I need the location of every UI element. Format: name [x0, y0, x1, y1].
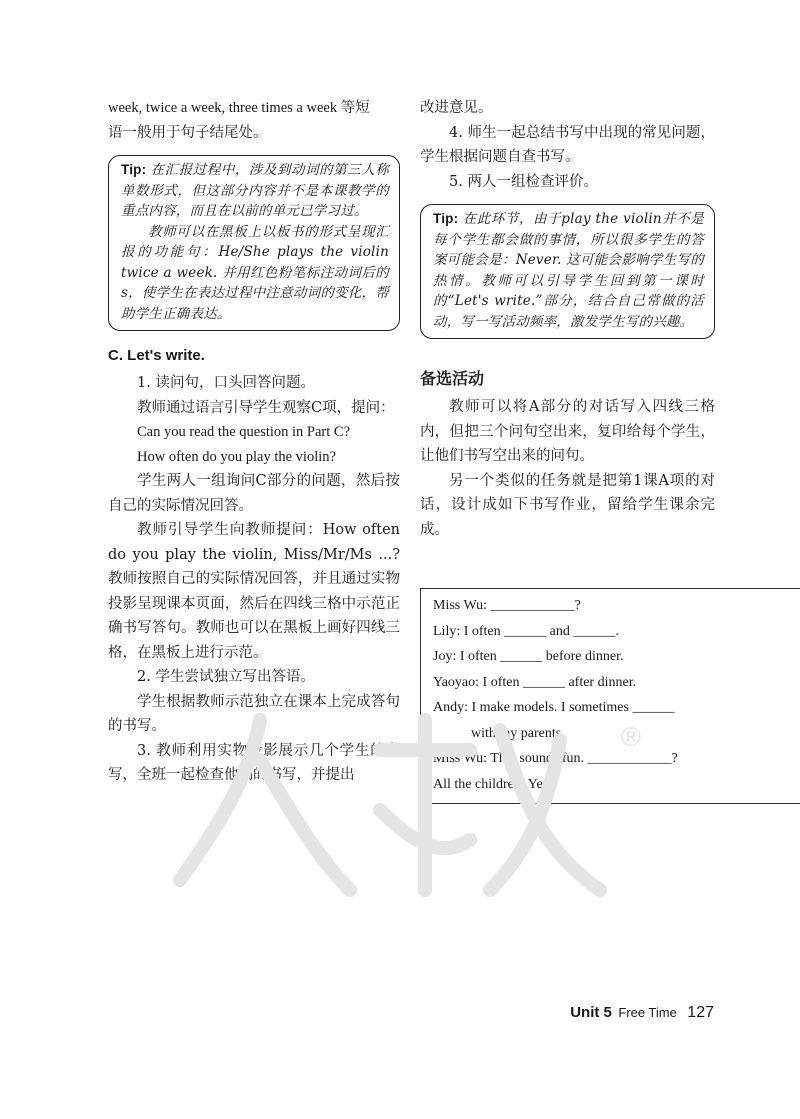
- dialog-line: All the children: Yes!: [433, 776, 553, 792]
- step-2: 2. 学生尝试独立写出答语。: [137, 669, 315, 685]
- watermark-registered-mark: ®: [618, 723, 644, 753]
- right-column: [420, 96, 715, 542]
- tip1-paragraph-1: [121, 160, 389, 222]
- page-number: 127: [687, 1004, 714, 1021]
- dialog-line: Joy: I often ______ before dinner.: [433, 649, 624, 664]
- page-footer: [570, 1004, 714, 1022]
- tip2-paragraph: [433, 209, 704, 332]
- footer-unit-title: Free Time: [618, 1005, 677, 1020]
- tip-box-2: [420, 204, 715, 339]
- dialog-line: Andy: I make models. I sometimes ______: [433, 700, 675, 715]
- tip2-label: Tip:: [433, 211, 459, 226]
- optional-activity-heading: 备选活动: [420, 369, 485, 388]
- section-c-heading: C. Let's write.: [108, 347, 205, 364]
- tip1-paragraph-2: 教师可以在黑板上以板书的形式呈现汇报的功能句：He/She plays the violin twice a week. 并用红色粉笔标注动词后的s，使学生在表达过程中注意动词的变化，帮助学生正确表达。: [121, 223, 389, 322]
- left-column: [108, 96, 400, 788]
- tip1-label: Tip:: [121, 162, 147, 177]
- tip2-text: 在此环节，由于play the violin并不是每个学生都会做的事情，所以很多学生的答案可能会是：Never. 这可能会影响学生写的热情。教师可以引导学生回到第一课时的“Let's write.”部分，结合自己常做的活动，写一写活动频率，激发学生写的兴趣。: [433, 211, 704, 330]
- intro-line-1: week, twice a week, three times a week 等短: [108, 100, 370, 116]
- optional-paragraph-2: 另一个类似的任务就是把第1课A项的对话，设计成如下书写作业，留给学生课余完成。: [420, 472, 715, 538]
- dialog-line: Lily: I often ______ and ______.: [433, 623, 619, 639]
- tip-box-1: [108, 155, 400, 331]
- step-2-text: 学生根据教师示范独立在课本上完成答句的书写。: [108, 693, 400, 734]
- footer-unit: Unit 5: [570, 1004, 612, 1021]
- question-1: Can you read the question in Part C?: [137, 424, 351, 440]
- step-1: 1. 读问句，口头回答问题。: [137, 375, 315, 391]
- dialog-line: Miss Wu: That sounds fun. ____________?: [433, 751, 678, 766]
- step-5: 5. 两人一组检查评价。: [449, 173, 598, 190]
- dialog-line: Miss Wu: ____________?: [433, 598, 581, 613]
- step-1-text: 教师通过语言引导学生观察C项，提问：: [137, 399, 395, 416]
- dialog-worksheet-box: [420, 588, 800, 804]
- pair-work-text: 学生两人一组询问C部分的问题，然后按自己的实际情况回答。: [108, 473, 400, 514]
- question-2: How often do you play the violin?: [137, 448, 336, 465]
- step-3: 3. 教师利用实物投影展示几个学生的书写，全班一起检查他们的书写，并提出: [108, 742, 400, 783]
- dialog-line: with my parents.: [471, 725, 565, 741]
- optional-paragraph-1: 教师可以将A部分的对话写入四线三格内，但把三个问句空出来，复印给每个学生，让他们书写空出来的问句。: [420, 399, 715, 464]
- intro-line-2: 语一般用于句子结尾处。: [108, 124, 268, 141]
- step-4: 4. 师生一起总结书写中出现的常见问题，学生根据问题自查书写。: [420, 124, 715, 165]
- tip1-text-1: 在汇报过程中，涉及到动词的第三人称单数形式，但这部分内容并不是本课教学的重点内容，而且在以前的单元已学习过。: [121, 162, 389, 219]
- teacher-guide-text: 教师引导学生向教师提问：How often do you play the violin, Miss/Mr/Ms ...? 教师按照自己的实际情况回答，并且通过实物投影呈现课本页面，然后在四线三格中示范正确书写答句。教师也可以在黑板上画好四线三格，在黑板上进行示范。: [108, 522, 400, 661]
- continuation-text: 改进意见。: [420, 100, 493, 116]
- dialog-line: Yaoyao: I often ______ after dinner.: [433, 674, 637, 690]
